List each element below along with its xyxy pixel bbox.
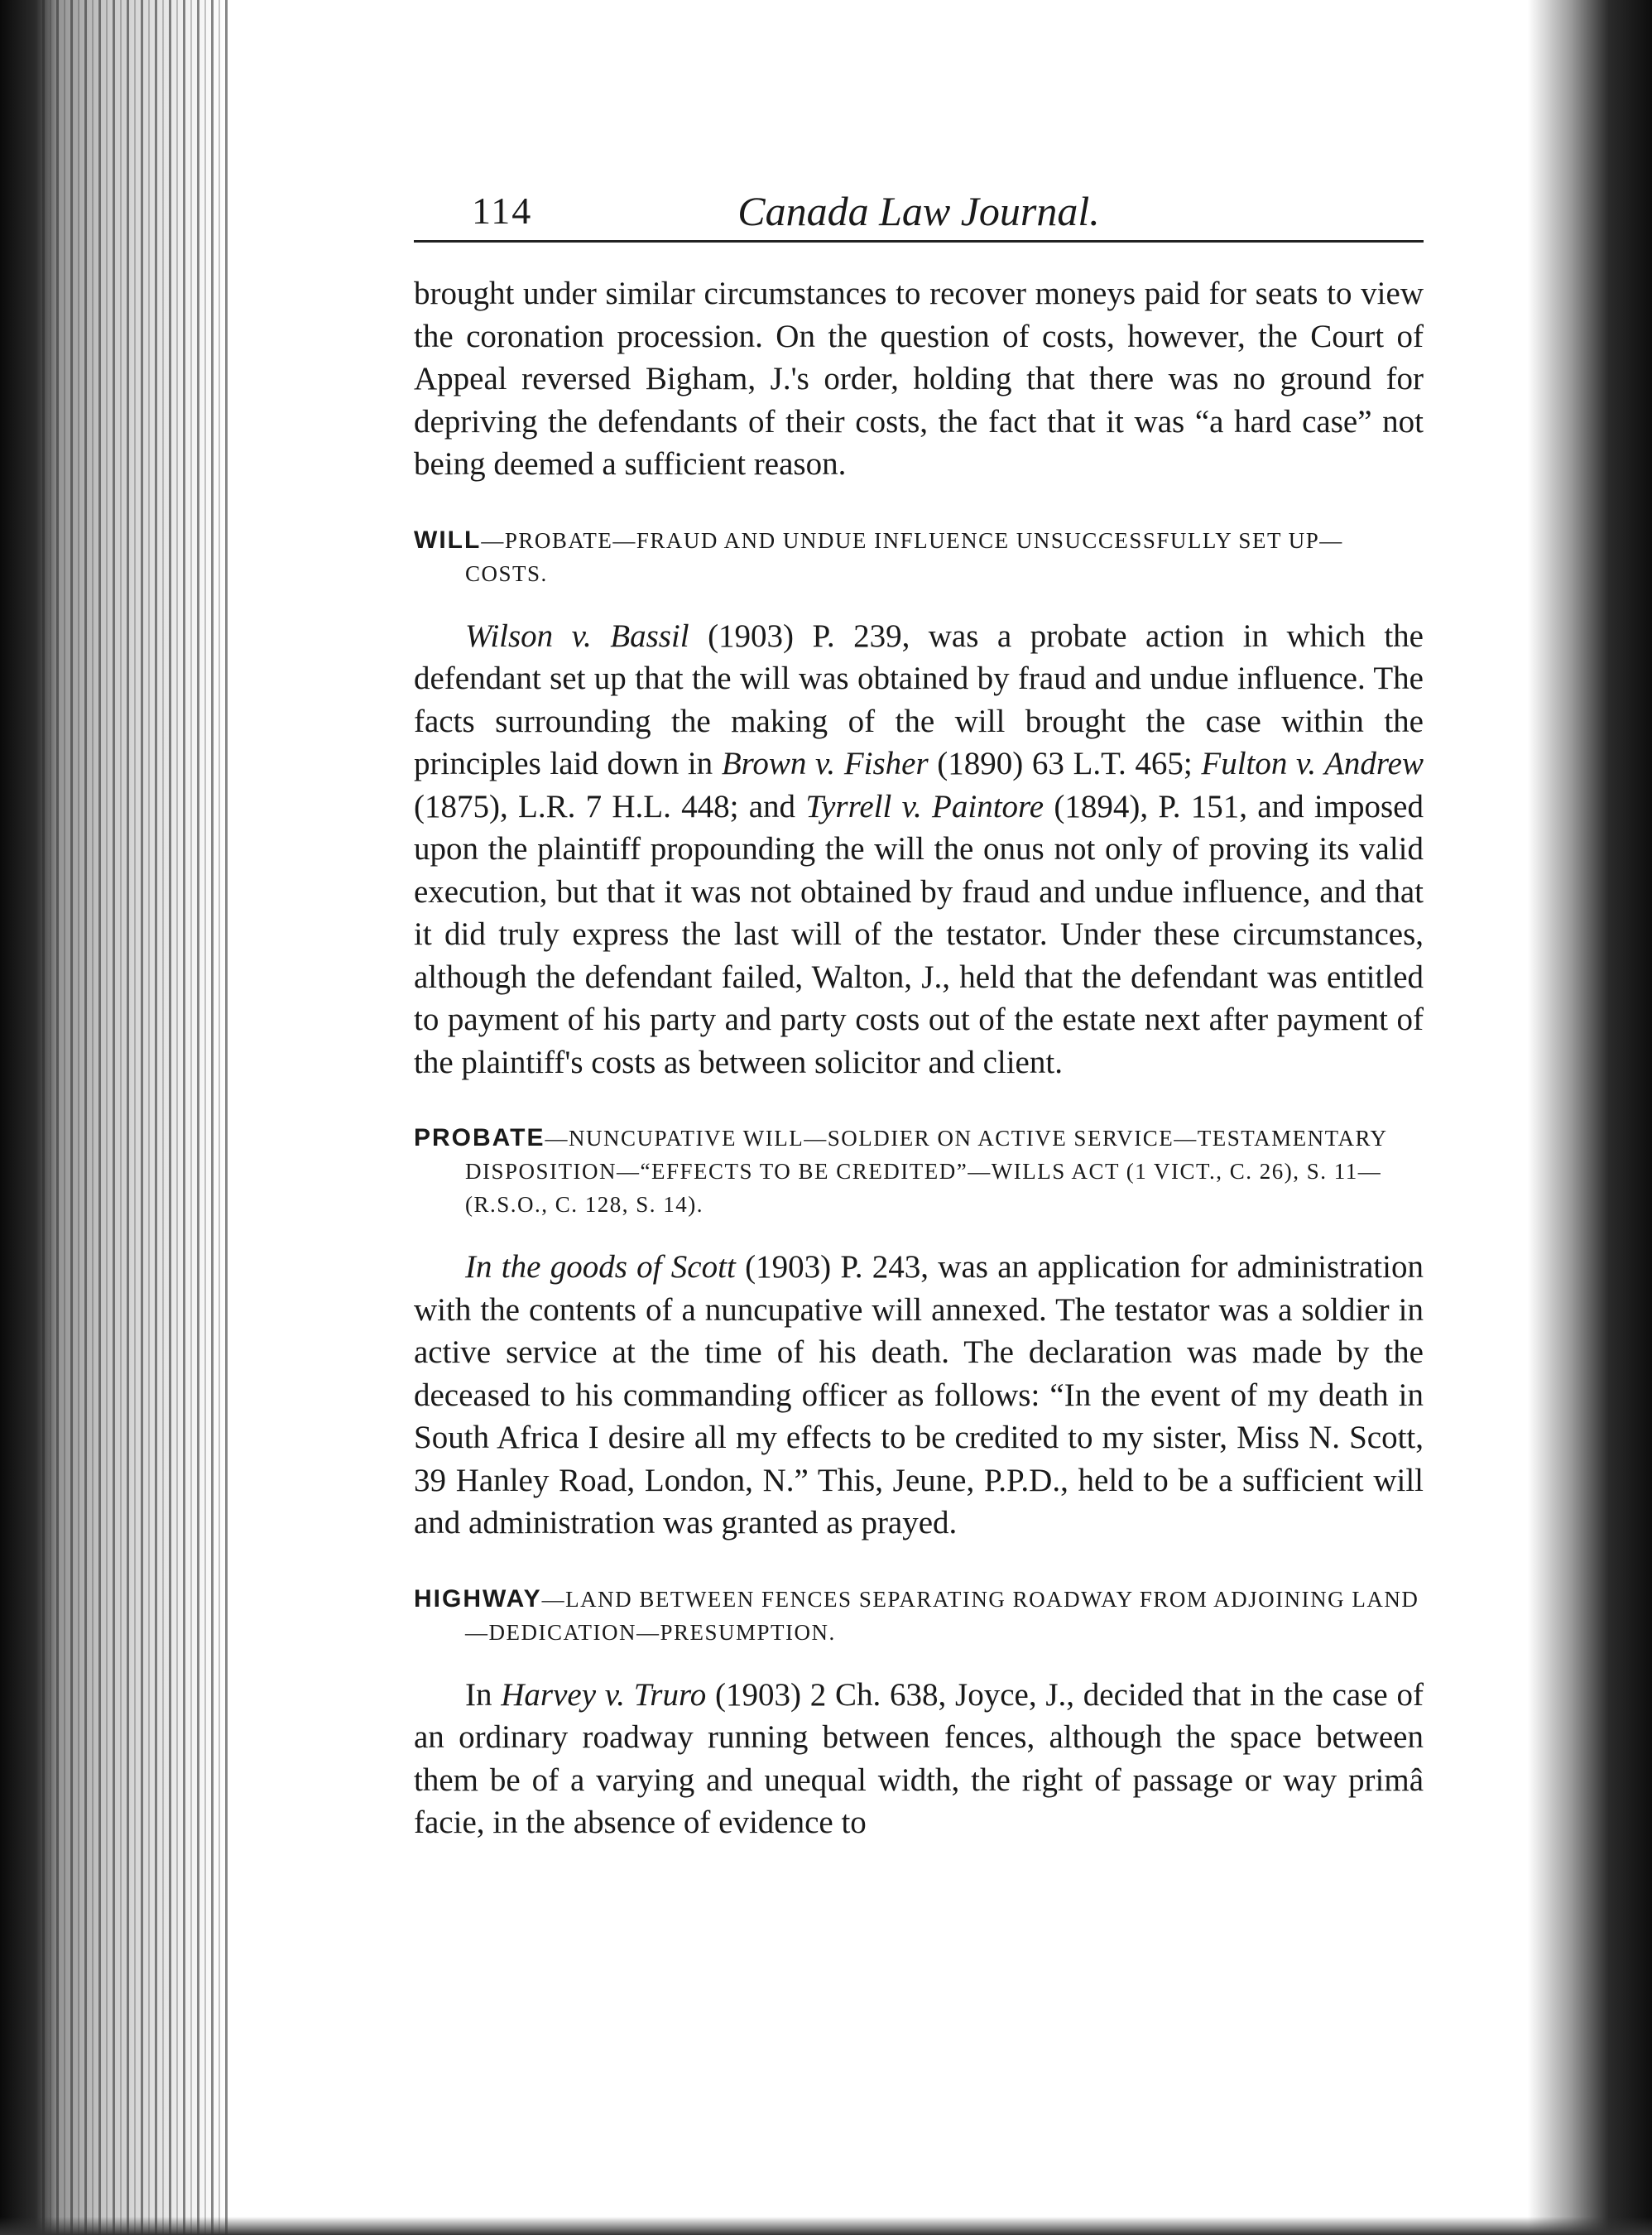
case-name: Brown v. Fisher xyxy=(721,746,929,781)
heading-keyword: HIGHWAY xyxy=(414,1584,542,1613)
case-name: Fulton v. Andrew xyxy=(1201,746,1424,781)
case-name: In the goods of Scott xyxy=(465,1249,736,1285)
paragraph-text: In xyxy=(465,1676,502,1713)
section-heading-highway xyxy=(414,1583,1424,1649)
heading-keyword: WILL xyxy=(414,526,482,554)
binding-gutter xyxy=(0,0,58,2235)
paragraph-continuation: brought under similar circumstances to recover moneys paid for seats to view the coronation procession. On the question of costs, however, the Court of Appeal reversed Bigham, J.'s order, holding that there was no ground for depriving the defendants of their costs, the fact that it was “a hard case” not being deemed a sufficient reason. xyxy=(414,276,1424,482)
page-edge-right xyxy=(1528,0,1652,2235)
section-heading-probate xyxy=(414,1122,1424,1221)
page-edge-bottom xyxy=(0,2217,1652,2235)
paragraph-text: (1903) P. 239, was a probate action in which the defendant set up that the will was obtained by fraud and undue influence. The facts surrounding the making of the will brought the case within the principles laid down in xyxy=(414,618,1424,781)
journal-page xyxy=(414,182,1424,1844)
paragraph-harvey-v-truro xyxy=(414,1674,1424,1844)
paragraph-goods-of-scott xyxy=(414,1246,1424,1545)
case-name: Tyrrell v. Paintore xyxy=(805,788,1045,824)
heading-subject: —PROBATE—FRAUD AND UNDUE INFLUENCE UNSUCCESSFULLY SET UP—COSTS. xyxy=(465,527,1343,586)
case-name: Wilson v. Bassil xyxy=(465,618,689,654)
paragraph-wilson-v-bassil xyxy=(414,615,1424,1084)
page-number: 114 xyxy=(472,190,533,232)
case-name: Harvey v. Truro xyxy=(501,1676,707,1713)
journal-title: Canada Law Journal. xyxy=(737,188,1100,234)
heading-subject: —NUNCUPATIVE WILL—SOLDIER ON ACTIVE SERVICE—TESTAMENTARY DISPOSITION—“EFFECTS TO BE CREDITED”—WILLS ACT (1 VICT., C. 26), S. 11—(R.S.O., C. 128, S. 14). xyxy=(465,1126,1387,1217)
paragraph-text: (1890) 63 L.T. 465; xyxy=(928,746,1202,781)
heading-subject: —LAND BETWEEN FENCES SEPARATING ROADWAY FROM ADJOINING LAND—DEDICATION—PRESUMPTION. xyxy=(465,1586,1419,1645)
article-body xyxy=(414,272,1424,1844)
running-head xyxy=(414,182,1424,243)
paragraph-text: (1903) P. 243, was an application for administration with the contents of a nuncupative will annexed. The testator was a soldier in active service at the time of his death. The declaration was made by the deceased to his commanding officer as follows: “In the event of my death in South Africa I desire all my effects to be credited to my sister, Miss N. Scott, 39 Hanley Road, London, N.” This, Jeune, P.P.D., held to be a sufficient will and administration was granted as prayed. xyxy=(414,1249,1424,1540)
paragraph-text: (1875), L.R. 7 H.L. 448; and xyxy=(414,788,806,824)
paragraph-text: (1903) 2 Ch. 638, Joyce, J., decided that in the case of an ordinary roadway running between fences, although the space between them be of a varying and unequal width, the right of passage or way primâ facie, in the absence of evidence to xyxy=(414,1676,1424,1840)
section-heading-will xyxy=(414,524,1424,590)
paragraph-text: (1894), P. 151, and imposed upon the plaintiff propounding the will the onus not only of proving its valid execution, but that it was not obtained by fraud and undue influence, and that it did truly express the last will of the testator. Under these circumstances, although the defendant failed, Walton, J., held that the defendant was entitled to payment of his party and party costs out of the estate next after payment of the plaintiff's costs as between solicitor and client. xyxy=(414,788,1424,1080)
heading-keyword: PROBATE xyxy=(414,1124,545,1151)
